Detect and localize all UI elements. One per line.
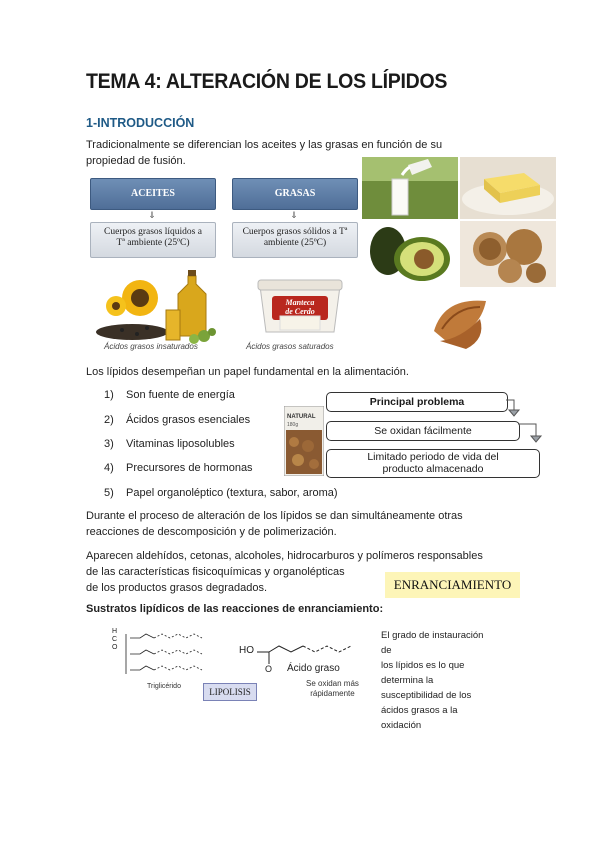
oil-sunflower-image bbox=[92, 262, 220, 344]
shelf-life-line-1: Limitado periodo de vida del bbox=[367, 451, 499, 463]
shelf-life-line-2: producto almacenado bbox=[382, 463, 484, 475]
principal-problem-box: Principal problema bbox=[326, 392, 508, 412]
oxidan-rapido-line-2: rápidamente bbox=[310, 689, 355, 698]
note-line: determina la bbox=[381, 675, 434, 686]
package-weight: 180g bbox=[287, 422, 299, 428]
list-text: Son fuente de energía bbox=[126, 389, 235, 401]
note-line: los lípidos es lo que bbox=[381, 660, 465, 671]
aceites-caption: Ácidos grasos insaturados bbox=[104, 342, 198, 351]
sustratos-heading: Sustratos lipídicos de las reacciones de enranciamiento: bbox=[86, 603, 384, 615]
aceites-def-line-1: Cuerpos grasos líquidos a bbox=[104, 227, 202, 237]
acido-graso-label: Ácido graso bbox=[287, 663, 340, 674]
aparecen-line-1: Aparecen aldehídos, cetonas, alcoholes, hidrocarburos y polímeros responsables bbox=[86, 550, 483, 562]
note-line: El grado de instauración de bbox=[381, 630, 484, 656]
triglyceride-structure-diagram bbox=[104, 626, 214, 688]
oxidan-rapido-label bbox=[306, 679, 359, 699]
o-label: O bbox=[265, 664, 273, 674]
list-number: 1) bbox=[104, 389, 114, 401]
grasas-definition bbox=[232, 222, 358, 258]
down-arrow-icon: ⇓ bbox=[290, 210, 298, 220]
saturation-note bbox=[381, 628, 491, 733]
list-item bbox=[104, 389, 235, 401]
grasas-header: GRASAS bbox=[232, 178, 358, 210]
aceites-header: ACEITES bbox=[90, 178, 216, 210]
croissant-photo bbox=[428, 291, 494, 355]
list-number: 4) bbox=[104, 462, 114, 474]
shelf-life-box bbox=[326, 449, 540, 478]
atom-label: O bbox=[112, 644, 118, 651]
list-number: 3) bbox=[104, 438, 114, 450]
list-item bbox=[104, 462, 253, 474]
butter-photo bbox=[460, 157, 556, 219]
list-item bbox=[104, 438, 235, 450]
list-text: Precursores de hormonas bbox=[126, 462, 253, 474]
oxidan-rapido-line-1: Se oxidan más bbox=[306, 679, 359, 688]
lipolisis-label: LIPOLISIS bbox=[203, 683, 257, 701]
intro-line-1: Tradicionalmente se diferencian los aceites y las grasas en función de su bbox=[86, 139, 443, 151]
aceites-definition bbox=[90, 222, 216, 258]
grasas-caption: Ácidos grasos saturados bbox=[246, 342, 334, 351]
down-arrow-icon: ⇓ bbox=[148, 210, 156, 220]
atom-label: H bbox=[112, 628, 118, 635]
lard-label-line-1: Manteca bbox=[285, 298, 315, 307]
package-brand: NATURAL bbox=[287, 414, 316, 420]
milk-photo bbox=[362, 157, 458, 219]
note-line: susceptibilidad de los bbox=[381, 690, 472, 701]
page-title: TEMA 4: ALTERACIÓN DE LOS LÍPIDOS bbox=[86, 70, 448, 93]
list-item bbox=[104, 487, 338, 499]
section-heading: 1-INTRODUCCIÓN bbox=[86, 116, 195, 130]
oxidation-box: Se oxidan fácilmente bbox=[326, 421, 520, 441]
grasas-def-line-1: Cuerpos grasos sólidos a Tª bbox=[242, 227, 348, 237]
list-text: Papel organoléptico (textura, sabor, aroma) bbox=[126, 487, 338, 499]
triglyceride-label: Triglicérido bbox=[147, 683, 181, 690]
list-text: Ácidos grasos esenciales bbox=[126, 414, 251, 426]
aceites-def-line-2: Tª ambiente (25ºC) bbox=[116, 238, 190, 248]
lard-label-line-2: de Cerdo bbox=[285, 307, 315, 316]
walnuts-photo bbox=[460, 221, 556, 287]
intro-line-2: propiedad de fusión. bbox=[86, 155, 186, 167]
note-line: ácidos grasos a la oxidación bbox=[381, 705, 458, 731]
flow-arrows-icon bbox=[500, 398, 546, 452]
list-number: 2) bbox=[104, 414, 114, 426]
ho-label: HO bbox=[239, 645, 254, 656]
atom-label: C bbox=[112, 636, 118, 643]
process-line-1: Durante el proceso de alteración de los lípidos se dan simultáneamente otras bbox=[86, 510, 463, 522]
list-text: Vitaminas liposolubles bbox=[126, 438, 235, 450]
aparecen-line-3: de los productos grasos degradados. bbox=[86, 582, 268, 594]
process-paragraph bbox=[86, 508, 463, 540]
avocado-photo bbox=[362, 221, 458, 287]
aparecen-line-2: de las características fisicoquímicas y organolépticas bbox=[86, 566, 345, 578]
grasas-def-line-2: ambiente (25ºC) bbox=[263, 238, 327, 248]
triglyceride-atoms bbox=[112, 628, 117, 652]
list-number: 5) bbox=[104, 487, 114, 499]
enranciamiento-highlight: ENRANCIAMIENTO bbox=[385, 572, 520, 598]
process-line-2: reacciones de descomposición y de polimerización. bbox=[86, 526, 337, 538]
lipids-role-text: Los lípidos desempeñan un papel fundamental en la alimentación. bbox=[86, 366, 409, 378]
lard-label bbox=[272, 298, 328, 316]
list-item bbox=[104, 414, 250, 426]
